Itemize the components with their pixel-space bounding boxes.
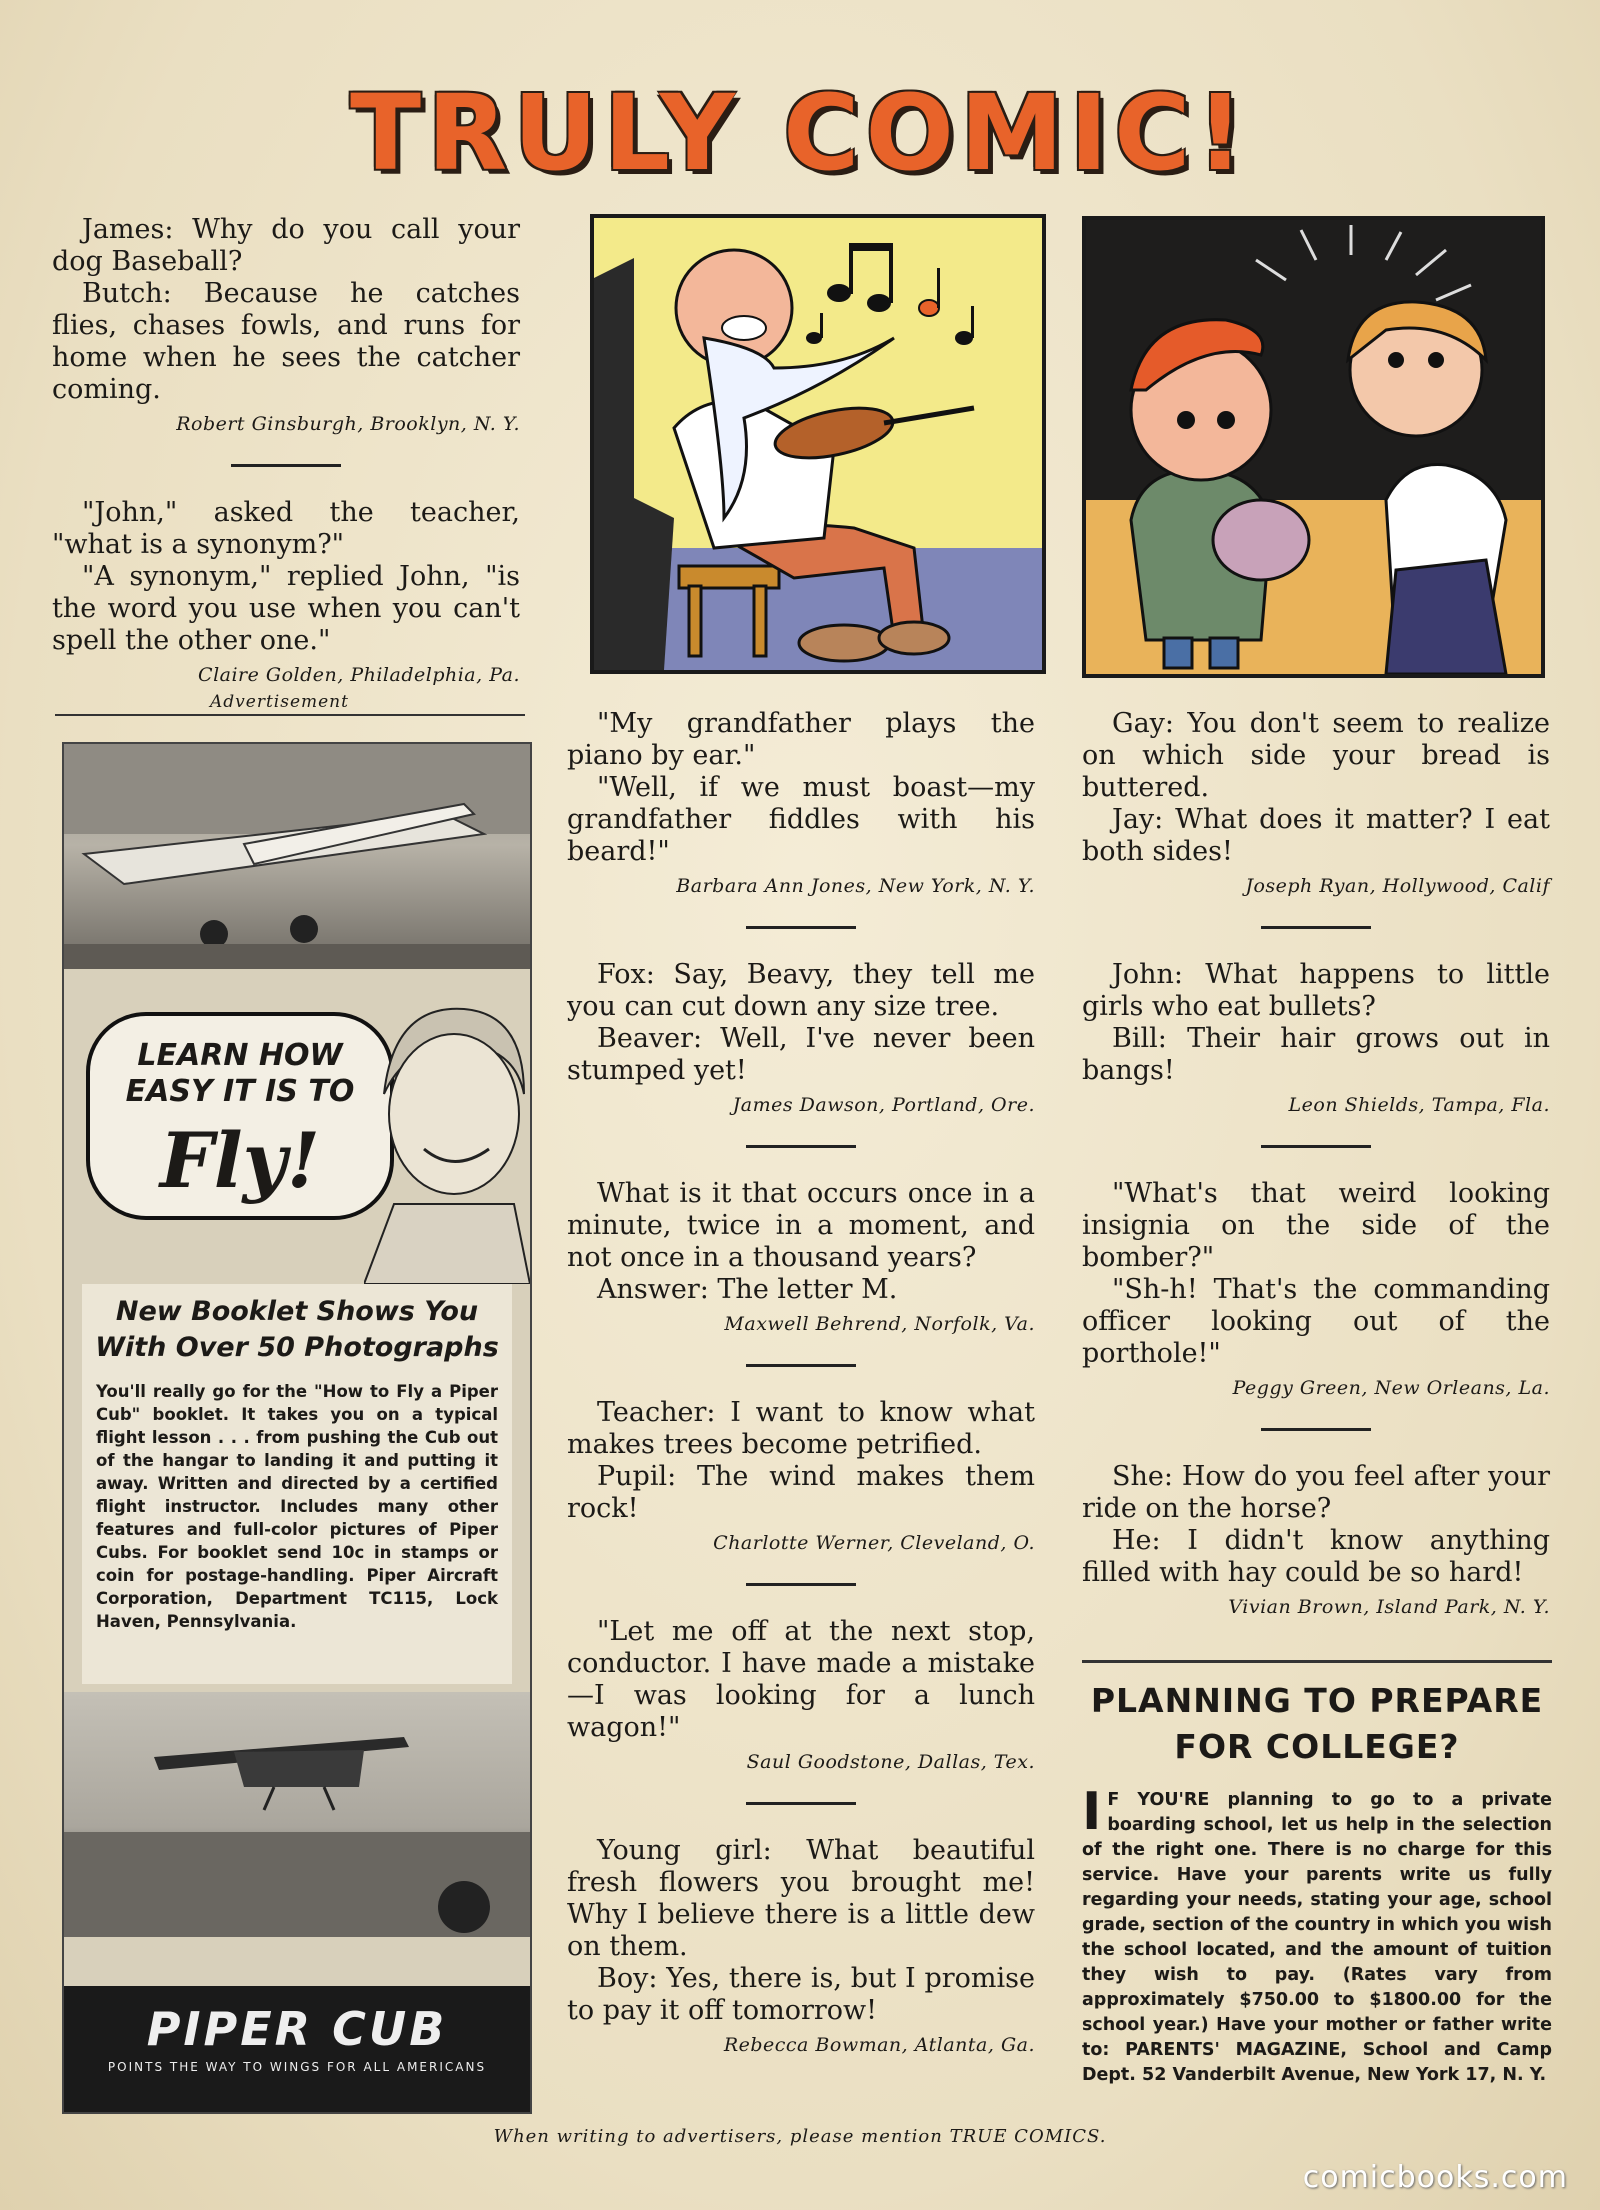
joke-line: Young girl: What beautiful fresh flowers you brought me! Why I believe there is a little dew on them. <box>567 1835 1035 1962</box>
divider <box>1082 1660 1552 1663</box>
bubble-line: EASY IT IS TO <box>125 1074 355 1109</box>
piper-cub-advertisement <box>62 742 532 2114</box>
bubble-line: LEARN HOW <box>137 1038 343 1073</box>
ad-copy-box <box>82 1284 512 1684</box>
joke-line: "Sh-h! That's the commanding officer looking out of the porthole!" <box>1082 1274 1550 1369</box>
joke-block <box>52 497 520 691</box>
joke-line: "A synonym," replied John, "is the word you use when you can't spell the other one." <box>52 561 520 656</box>
comic-panel-grandfather <box>590 214 1046 674</box>
joke-line: Jay: What does it matter? I eat both sides! <box>1082 804 1550 867</box>
joke-line: James: Why do you call your dog Baseball? <box>52 214 520 277</box>
joke-credit: Maxwell Behrend, Norfolk, Va. <box>724 1313 1035 1335</box>
joke-line: "Well, if we must boast—my grandfather fiddles with his beard!" <box>567 772 1035 867</box>
speech-bubble <box>86 1012 394 1220</box>
joke-block <box>1082 708 1550 902</box>
brand-tagline: POINTS THE WAY TO WINGS FOR ALL AMERICANS <box>107 2060 487 2074</box>
joke-line: Teacher: I want to know what makes trees become petrified. <box>567 1397 1035 1460</box>
joke-line: Pupil: The wind makes them rock! <box>567 1461 1035 1524</box>
joke-credit: Claire Golden, Philadelphia, Pa. <box>198 664 520 686</box>
joke-credit: James Dawson, Portland, Ore. <box>732 1094 1035 1116</box>
joke-line: He: I didn't know anything filled with hay could be so hard! <box>1082 1525 1550 1588</box>
divider <box>1261 926 1371 929</box>
joke-credit: Leon Shields, Tampa, Fla. <box>1288 1094 1550 1116</box>
joke-credit: Robert Ginsburgh, Brooklyn, N. Y. <box>176 413 520 435</box>
joke-line: Boy: Yes, there is, but I promise to pay it off tomorrow! <box>567 1963 1035 2026</box>
college-title-line: FOR COLLEGE? <box>1174 1727 1460 1766</box>
divider <box>1261 1145 1371 1148</box>
joke-line: John: What happens to little girls who eat bullets? <box>1082 959 1550 1022</box>
joke-line: She: How do you feel after your ride on the horse? <box>1082 1461 1550 1524</box>
bubble-fly-word: Fly! <box>159 1116 321 1205</box>
joke-credit: Peggy Green, New Orleans, La. <box>1232 1377 1550 1399</box>
right-jokes-column <box>1082 708 1550 1623</box>
page-title: TRULY COMIC! <box>350 72 1250 194</box>
college-notice-title <box>1082 1678 1552 1770</box>
joke-block <box>1082 1178 1550 1404</box>
joke-credit: Rebecca Bowman, Atlanta, Ga. <box>723 2034 1035 2056</box>
divider <box>231 464 341 467</box>
boys-illustration <box>1086 220 1541 674</box>
advertiser-footer-note: When writing to advertisers, please mention TRUE COMICS. <box>493 2126 1107 2147</box>
airplane-flying-photo <box>64 1692 530 1937</box>
joke-block <box>567 1835 1035 2061</box>
college-body: F YOU'RE planning to go to a private boarding school, let us help in the selection of the right one. There is no charge for this service. Have your parents write us fully regarding your needs, stating your age, school grade, section of the country in which you wish the school located, and the amount of tuition they wish to pay. (Rates vary from approximately $750.00 to $1800.00 for the school year.) Have your mother or father write to: PARENTS' MAGAZINE, School and Camp Dept. 52 Vanderbilt Avenue, New York 17, N. Y. <box>1082 1790 1552 2085</box>
joke-block <box>1082 1461 1550 1623</box>
joke-block <box>567 1616 1035 1778</box>
airplane-icon <box>64 744 530 969</box>
flying-airplane-icon <box>64 1692 530 1937</box>
left-jokes-column <box>52 214 520 691</box>
divider <box>746 1583 856 1586</box>
source-watermark: comicbooks.com <box>1302 2160 1568 2195</box>
joke-line: Fox: Say, Beavy, they tell me you can cut down any size tree. <box>567 959 1035 1022</box>
divider <box>746 926 856 929</box>
joke-credit: Barbara Ann Jones, New York, N. Y. <box>676 875 1035 897</box>
divider <box>55 714 525 716</box>
college-notice-text <box>1082 1782 1552 2088</box>
joke-credit: Joseph Ryan, Hollywood, Calif <box>1245 875 1550 897</box>
joke-block <box>52 214 520 440</box>
grandfather-illustration <box>594 218 1042 670</box>
advertisement-label: Advertisement <box>210 692 349 712</box>
divider <box>746 1145 856 1148</box>
college-title-line: PLANNING TO PREPARE <box>1090 1681 1544 1720</box>
joke-line: "Let me off at the next stop, conductor. I have made a mistake—I was looking for a lunch wagon!" <box>567 1616 1035 1743</box>
joke-line: Answer: The letter M. <box>597 1274 898 1305</box>
ad-body-text: You'll really go for the "How to Fly a Piper Cub" booklet. It takes you on a typical flight lesson . . . from pushing the Cub out of the hangar to landing it and putting it away. Written and directed by a certified flight instructor. Includes many other features and full-color pictures of Piper Cubs. For booklet send 10c in stamps or coin for postage-handling. Piper Aircraft Corporation, Department TC115, Lock Haven, Pennsylvania. <box>96 1382 498 1631</box>
joke-line: Bill: Their hair grows out in bangs! <box>1082 1023 1550 1086</box>
joke-line: "John," asked the teacher, "what is a synonym?" <box>52 497 520 560</box>
piper-cub-logo-band <box>64 1986 530 2112</box>
comic-panel-boys <box>1082 216 1545 678</box>
joke-block <box>567 959 1035 1121</box>
joke-credit: Saul Goodstone, Dallas, Tex. <box>746 1751 1035 1773</box>
joke-block <box>567 1397 1035 1559</box>
joke-block <box>1082 959 1550 1121</box>
joke-line: Gay: You don't seem to realize on which side your bread is buttered. <box>1082 708 1550 803</box>
divider <box>746 1364 856 1367</box>
joke-line: Beaver: Well, I've never been stumped yet! <box>567 1023 1035 1086</box>
brand-name: PIPER CUB <box>146 2002 448 2056</box>
smiling-pilot-icon <box>364 984 530 1284</box>
joke-line: What is it that occurs once in a minute, twice in a moment, and not once in a thousand years? <box>567 1178 1035 1273</box>
ad-headline: New Booklet Shows You With Over 50 Photographs <box>95 1296 499 1363</box>
joke-line: "My grandfather plays the piano by ear." <box>567 708 1035 771</box>
airplane-hangar-photo <box>64 744 530 969</box>
joke-credit: Vivian Brown, Island Park, N. Y. <box>1228 1596 1550 1618</box>
joke-block <box>567 1178 1035 1340</box>
joke-block <box>567 708 1035 902</box>
middle-jokes-column <box>567 708 1035 2061</box>
joke-line: Butch: Because he catches flies, chases fowls, and runs for home when he sees the catcher coming. <box>52 278 520 405</box>
divider <box>746 1802 856 1805</box>
joke-credit: Charlotte Werner, Cleveland, O. <box>713 1532 1035 1554</box>
drop-cap: I <box>1082 1782 1102 1842</box>
divider <box>1261 1428 1371 1431</box>
joke-line: "What's that weird looking insignia on the side of the bomber?" <box>1082 1178 1550 1273</box>
